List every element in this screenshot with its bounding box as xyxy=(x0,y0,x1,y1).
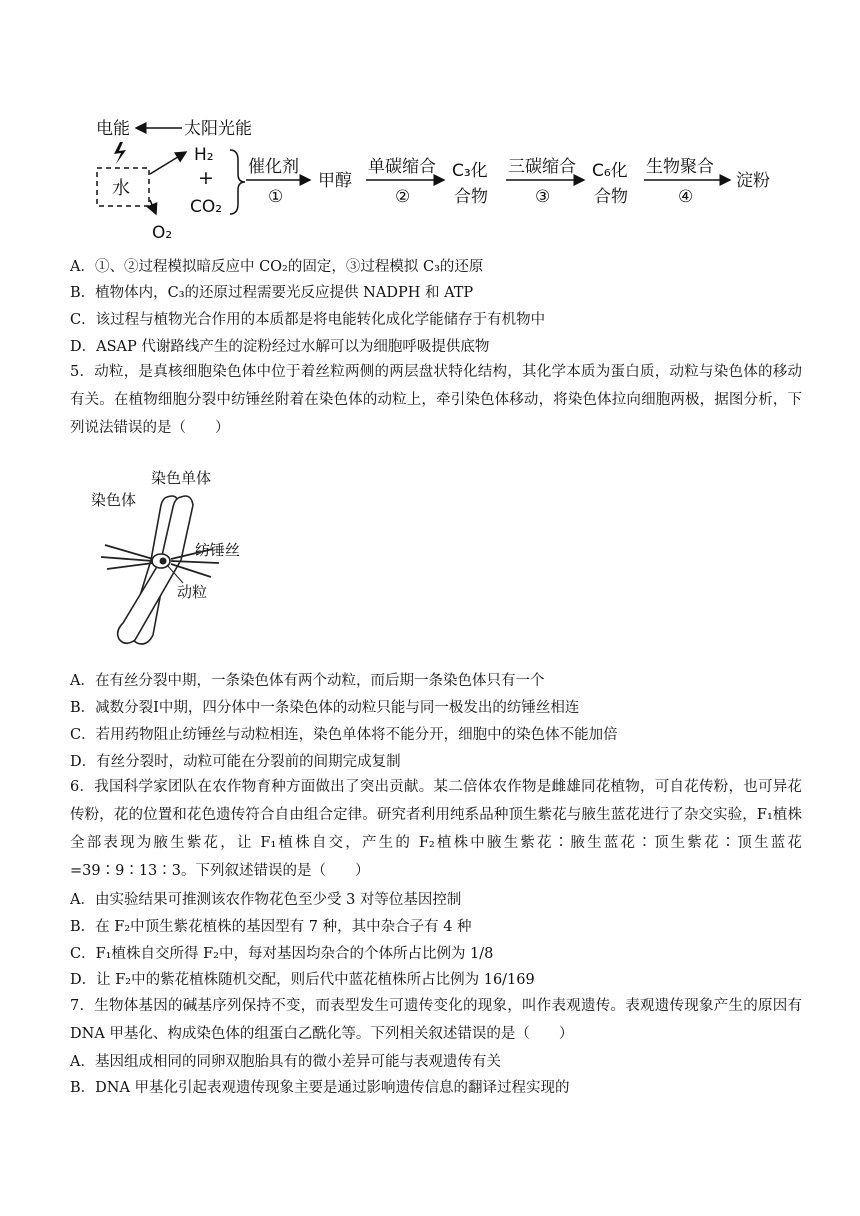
bio-poly-label: 生物聚合 xyxy=(646,157,714,177)
solar-energy-label: 太阳光能 xyxy=(184,119,252,139)
one-carbon-label: 单碳缩合 xyxy=(368,157,436,177)
plus-sign: + xyxy=(198,167,214,189)
methanol-label: 甲醇 xyxy=(318,171,352,191)
q6-option-c: C．F₁植株自交所得 F₂中，每对基因均杂合的个体所占比例为 1/8 xyxy=(70,946,494,962)
chromosome-label: 染色体 xyxy=(91,491,137,509)
starch-synthesis-diagram xyxy=(90,110,790,245)
q4-option-c: C．该过程与植物光合作用的本质都是将电能转化成化学能储存于有机物中 xyxy=(70,312,546,328)
step2-label: ② xyxy=(395,187,411,207)
q7-stem: 7．生物体基因的碱基序列保持不变，而表型发生可遗传变化的现象，叫作表观遗传。表观遗传现象产生的原因有 DNA 甲基化、构成染色体的组蛋白乙酰化等。下列相关叙述错误的是（ ） xyxy=(70,998,802,1042)
water-label: 水 xyxy=(112,178,130,199)
step4-label: ④ xyxy=(678,187,694,207)
q7-option-a: A．基因组成相同的同卵双胞胎具有的微小差异可能与表观遗传有关 xyxy=(70,1054,501,1070)
c6-compound-label-2: 合物 xyxy=(594,187,628,207)
chromosome-diagram xyxy=(85,465,265,655)
h2-label: H₂ xyxy=(194,145,214,165)
catalyst-label: 催化剂 xyxy=(248,157,299,177)
q5-option-b: B．减数分裂Ⅰ中期，四分体中一条染色体的动粒只能与同一极发出的纺锤丝相连 xyxy=(70,700,580,716)
c3-compound-label-2: 合物 xyxy=(454,187,488,207)
c3-compound-label: C₃化 xyxy=(452,161,488,181)
kinetochore-label: 动粒 xyxy=(177,583,208,601)
lightning-icon xyxy=(114,142,126,164)
q5-option-a: A．在有丝分裂中期，一条染色体有两个动粒，而后期一条染色体只有一个 xyxy=(70,673,545,689)
o2-arrow xyxy=(150,200,156,214)
q4-option-b: B．植物体内，C₃的还原过程需要光反应提供 NADPH 和 ATP xyxy=(70,285,474,301)
q6-option-b: B．在 F₂中顶生紫花植株的基因型有 7 种，其中杂合子有 4 种 xyxy=(70,919,472,935)
brace xyxy=(230,150,245,214)
step3-label: ③ xyxy=(535,187,551,207)
q4-option-a: A．①、②过程模拟暗反应中 CO₂的固定，③过程模拟 C₃的还原 xyxy=(70,259,484,275)
spindle-fibers-left xyxy=(101,545,153,569)
q6-stem: 6．我国科学家团队在农作物育种方面做出了突出贡献。某二倍体农作物是雌雄同花植物，可自花传粉，也可异花传粉，花的位置和花色遗传符合自由组合定律。研究者利用纯系品种顶生紫花与腋生蓝花进行了杂交实验，F₁植株全部表现为腋生紫花，让 F₁植株自交，产生的 F₂植株中腋生紫花∶腋生蓝花∶顶生紫花∶顶生蓝花=39∶9∶13∶3。下列叙述错误的是（ ） xyxy=(70,779,802,879)
q4-option-d: D．ASAP 代谢路线产生的淀粉经过水解可以为细胞呼吸提供底物 xyxy=(70,339,490,355)
o2-label: O₂ xyxy=(152,223,173,243)
q6-option-a: A．由实验结果可推测该农作物花色至少受 3 对等位基因控制 xyxy=(70,892,462,908)
step1-label: ① xyxy=(268,187,284,207)
electric-energy-label: 电能 xyxy=(96,119,130,139)
q7-option-b: B．DNA 甲基化引起表观遗传现象主要是通过影响遗传信息的翻译过程实现的 xyxy=(70,1080,570,1096)
spindle-label: 纺锤丝 xyxy=(195,541,241,559)
c6-compound-label: C₆化 xyxy=(592,161,628,181)
co2-label: CO₂ xyxy=(190,197,223,217)
q5-stem: 5．动粒，是真核细胞染色体中位于着丝粒两侧的两层盘状特化结构，其化学本质为蛋白质，动粒与染色体的移动有关。在植物细胞分裂中纺锤丝附着在染色体的动粒上，牵引染色体移动，将染色体拉向细胞两极，据图分析，下列说法错误的是（ ） xyxy=(70,364,802,436)
q6-option-d: D．让 F₂中的紫花植株随机交配，则后代中蓝花植株所占比例为 16/169 xyxy=(70,972,535,988)
kinetochore-mark xyxy=(160,558,167,565)
three-carbon-label: 三碳缩合 xyxy=(508,157,576,177)
chromatid-label: 染色单体 xyxy=(151,469,212,487)
starch-label: 淀粉 xyxy=(736,171,770,191)
q5-option-d: D．有丝分裂时，动粒可能在分裂前的间期完成复制 xyxy=(70,754,401,770)
h2-arrow xyxy=(150,152,186,174)
q5-option-c: C．若用药物阻止纺锤丝与动粒相连，染色单体将不能分开，细胞中的染色体不能加倍 xyxy=(70,727,618,743)
